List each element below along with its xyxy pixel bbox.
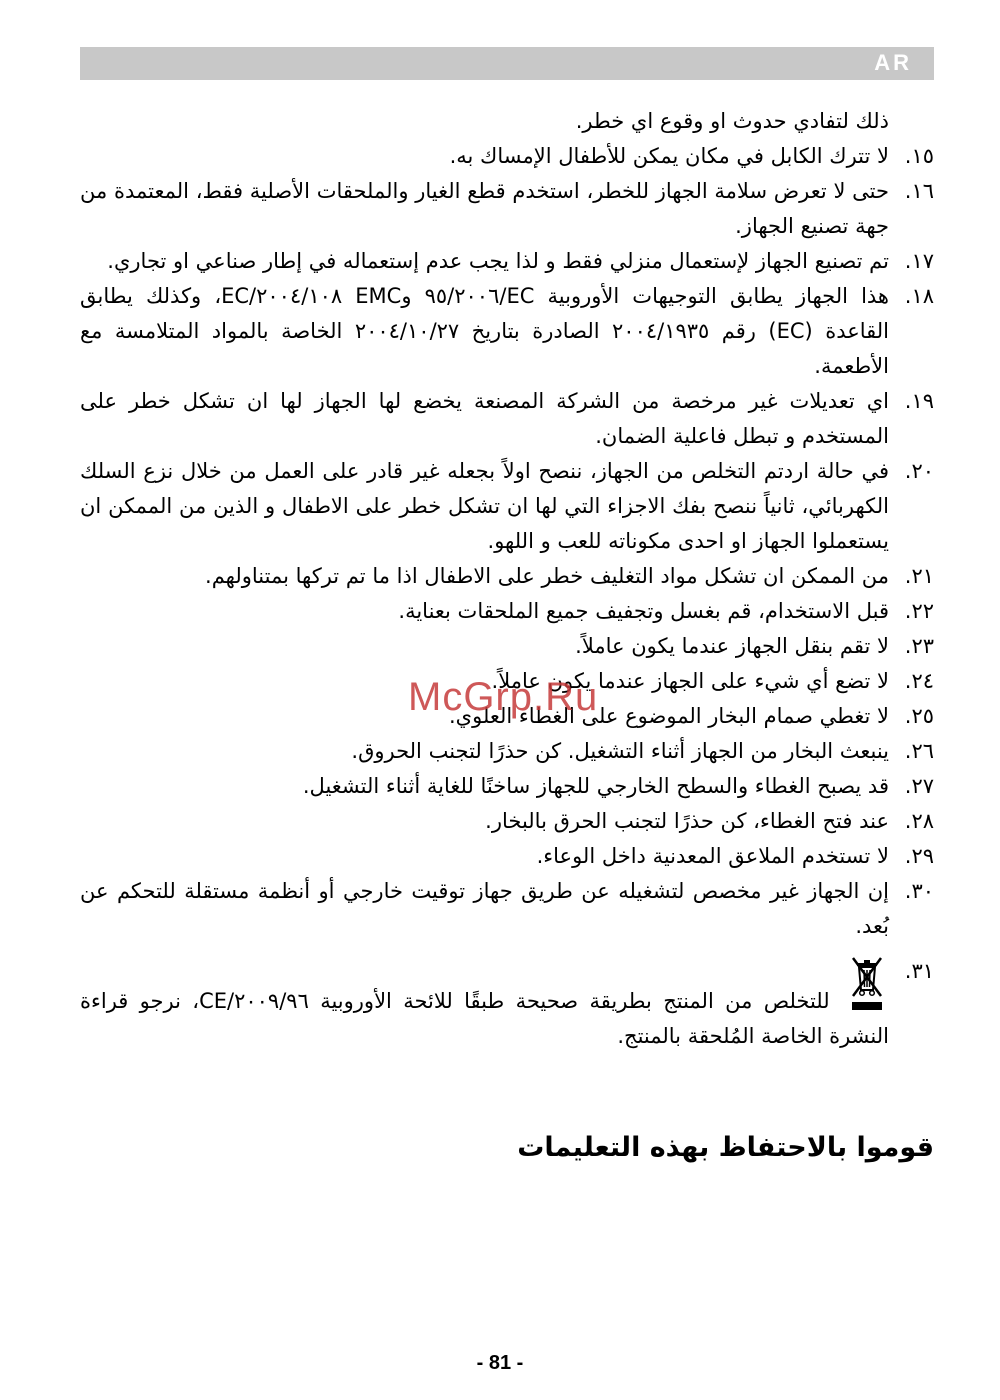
item-number: ١٧. (904, 249, 934, 273)
item-number: ٣١. (904, 959, 934, 983)
item-text: قبل الاستخدام، قم بغسل وتجفيف جميع الملحقات بعناية. (398, 599, 889, 623)
list-item (80, 454, 934, 559)
item-text: لا تغطي صمام البخار الموضوع على الغطاء العلوي. (448, 704, 889, 728)
item-text: عند فتح الغطاء، كن حذرًا لتجنب الحرق بالبخار. (485, 809, 889, 833)
item-text: هذا الجهاز يطابق التوجيهات الأوروبية EC/٩٥/٢٠٠٦ وEMC ٢٠٠٤/١٠٨/EC، وكذلك يطابق القاعدة (EC) رقم ٢٠٠٤/١٩٣٥ الصادرة بتاريخ ٢٠٠٤/١٠/٢٧ الخاصة بالمواد المتلامسة مع الأطعمة. (80, 284, 890, 378)
item-number: ١٩. (904, 389, 934, 413)
list-item (80, 839, 934, 874)
item-number: ٢٢. (904, 599, 934, 623)
item-text: من الممكن ان تشكل مواد التغليف خطر على الاطفال اذا ما تم تركها بمتناولهم. (205, 564, 889, 588)
list-item (80, 734, 934, 769)
list-item (80, 629, 934, 664)
list-item (80, 874, 934, 944)
list-item (80, 954, 934, 1054)
item-text: قد يصبح الغطاء والسطح الخارجي للجهاز ساخنًا للغاية أثناء التشغيل. (302, 774, 889, 798)
watermark: McGrp.Ru (408, 675, 599, 719)
crossed-out-wheelie-bin-icon (849, 954, 885, 1012)
page-number: - 81 - (476, 1352, 524, 1374)
list-item (80, 594, 934, 629)
item-number: ٢٩. (904, 844, 934, 868)
list-item (80, 559, 934, 594)
list-item (80, 804, 934, 839)
item-text: لا تترك الكابل في مكان يمكن للأطفال الإمساك به. (449, 144, 889, 168)
list-item: ذلك لتفادي حدوث او وقوع اي خطر. (575, 109, 889, 133)
list-item (80, 769, 934, 804)
item-number: ٢٣. (904, 634, 934, 658)
item-number: ١٦. (904, 179, 934, 203)
list-item (80, 279, 934, 384)
item-text: تم تصنيع الجهاز لإستعمال منزلي فقط و لذا يجب عدم إستعماله في إطار صناعي او تجاري. (107, 249, 889, 273)
item-text: لا تضع أي شيء على الجهاز عندما يكون عاملاً. (491, 669, 889, 693)
language-code: AR (874, 50, 912, 75)
item-text: في حالة اردتم التخلص من الجهاز، ننصح اولاً بجعله غير قادر على العمل من خلال نزع السلك الكهربائي، ثانياً ننصح بفك الاجزاء التي لها ان تشكل خطر على الاطفال و الذين من الممكن ان يستعملوا الجهاز او احدى مكوناته للعب و اللهو. (80, 459, 889, 553)
item-number: ١٨. (904, 284, 934, 308)
list-item (80, 139, 934, 174)
item-text: للتخلص من المنتج بطريقة صحيحة طبقًا للائحة الأوروبية ٢٠٠٩/٩٦/CE، نرجو قراءة النشرة الخاصة المُلحقة بالمنتج. (80, 989, 889, 1048)
item-number: ٢٤. (904, 669, 934, 693)
item-number: ٢٠. (904, 459, 934, 483)
item-number: ١٥. (904, 144, 934, 168)
item-text: لا تقم بنقل الجهاز عندما يكون عاملاً. (575, 634, 889, 658)
item-number: ٢١. (904, 564, 934, 588)
instructions-list (80, 104, 934, 1054)
list-item (80, 384, 934, 454)
closing-heading: قوموا بالاحتفاظ بهذه التعليمات (517, 1132, 934, 1163)
item-number: ٢٧. (904, 774, 934, 798)
item-number: ٢٥. (904, 704, 934, 728)
item-text: اي تعديلات غير مرخصة من الشركة المصنعة يخضع لها الجهاز لها ان تشكل خطر على المستخدم و تبطل فاعلية الضمان. (80, 389, 889, 448)
list-item (80, 174, 934, 244)
header-bar (80, 47, 934, 80)
list-item (80, 244, 934, 279)
item-number: ٣٠. (904, 879, 934, 903)
item-text: حتى لا تعرض سلامة الجهاز للخطر، استخدم قطع الغيار والملحقات الأصلية فقط، المعتمدة من جهة تصنيع الجهاز. (80, 179, 889, 238)
item-text: إن الجهاز غير مخصص لتشغيله عن طريق جهاز توقيت خارجي أو أنظمة مستقلة للتحكم عن بُعد. (80, 879, 889, 938)
item-text: لا تستخدم الملاعق المعدنية داخل الوعاء. (536, 844, 889, 868)
item-number: ٢٨. (904, 809, 934, 833)
item-number: ٢٦. (904, 739, 934, 763)
item-text: ينبعث البخار من الجهاز أثناء التشغيل. كن حذرًا لتجنب الحروق. (351, 739, 889, 763)
